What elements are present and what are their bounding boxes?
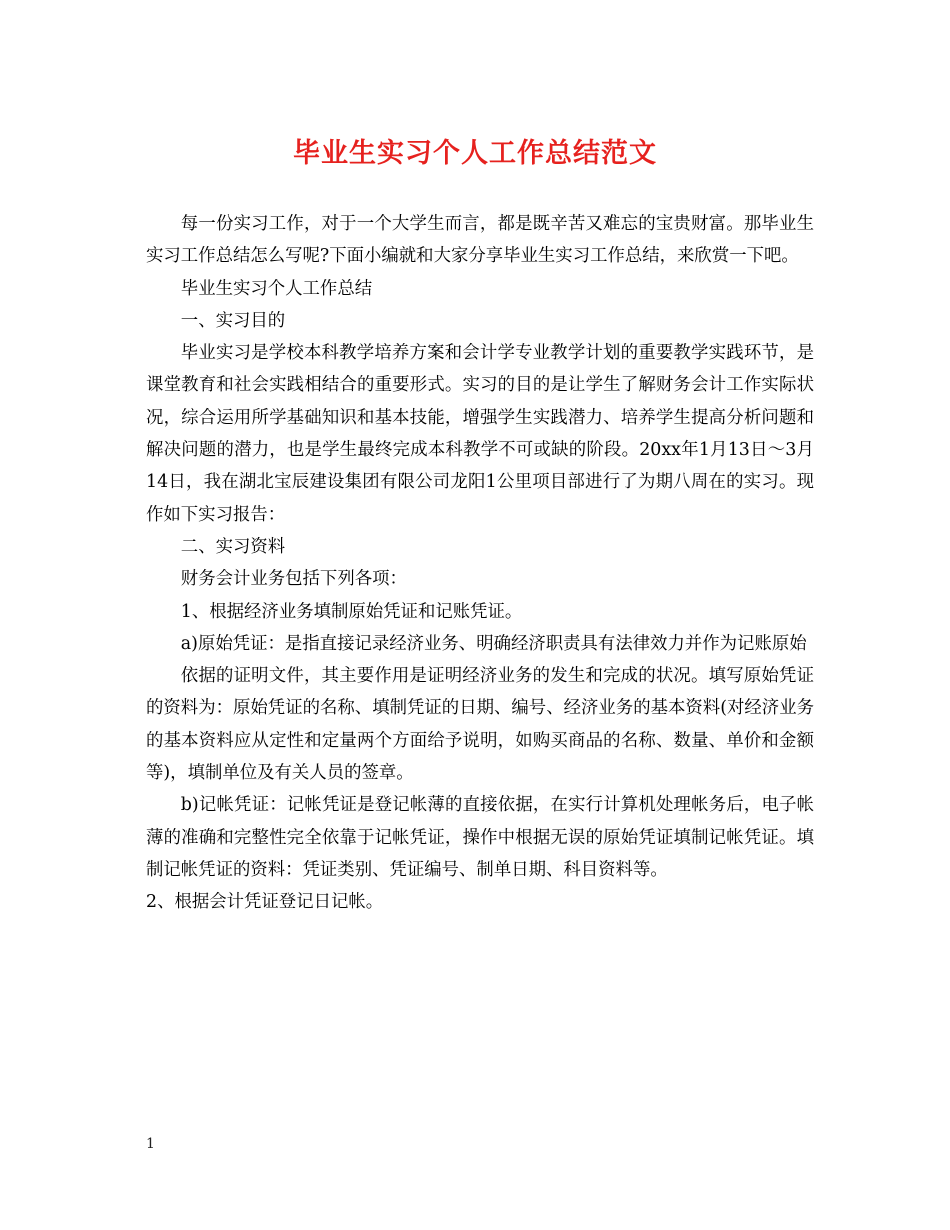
document-body — [146, 208, 814, 919]
list-item-2: 2、根据会计凭证登记日记帐。 — [146, 892, 384, 913]
paragraph-original-voucher: 依据的证明文件，其主要作用是证明经济业务的发生和完成的状况。填写原始凭证的资料为：原始凭证的名称、填制凭证的日期、编号、经济业务的基本资料(对经济业务的基本资料应从定性和定量两个方面给予说明，如购买商品的名称、数量、单价和金额等)，填制单位及有关人员的签章。 — [146, 666, 814, 784]
page-number: 1 — [146, 1136, 155, 1152]
paragraph-intro: 每一份实习工作，对于一个大学生而言，都是既辛苦又难忘的宝贵财富。那毕业生实习工作总结怎么写呢?下面小编就和大家分享毕业生实习工作总结，来欣赏一下吧。 — [146, 214, 814, 267]
paragraph-heading-summary: 毕业生实习个人工作总结 — [180, 278, 373, 299]
paragraph-purpose: 毕业实习是学校本科教学培养方案和会计学专业教学计划的重要教学实践环节，是课堂教育和社会实践相结合的重要形式。实习的目的是让学生了解财务会计工作实际状况，综合运用所学基础知识和基本技能，增强学生实践潜力、培养学生提高分析问题和解决问题的潜力，也是学生最终完成本科教学不可或缺的阶段。20xx年1月13日～3月14日，我在湖北宝辰建设集团有限公司龙阳1公里项目部进行了为期八周在的实习。现作如下实习报告： — [146, 343, 814, 525]
paragraph-business-items: 财务会计业务包括下列各项： — [180, 569, 407, 590]
section-heading-purpose: 一、实习目的 — [180, 310, 286, 331]
section-heading-materials: 二、实习资料 — [180, 536, 286, 557]
list-item-1: 1、根据经济业务填制原始凭证和记账凭证。 — [180, 601, 523, 622]
page-title: 毕业生实习个人工作总结范文 — [293, 138, 657, 169]
list-item-a: a)原始凭证：是指直接记录经济业务、明确经济职责具有法律效力并作为记账原始 — [180, 633, 807, 654]
list-item-b: b)记帐凭证：记帐凭证是登记帐薄的直接依据，在实行计算机处理帐务后，电子帐薄的准确和完整性完全依靠于记帐凭证，操作中根据无误的原始凭证填制记帐凭证。填制记帐凭证的资料：凭证类别、凭证编号、制单日期、科目资料等。 — [146, 795, 814, 880]
